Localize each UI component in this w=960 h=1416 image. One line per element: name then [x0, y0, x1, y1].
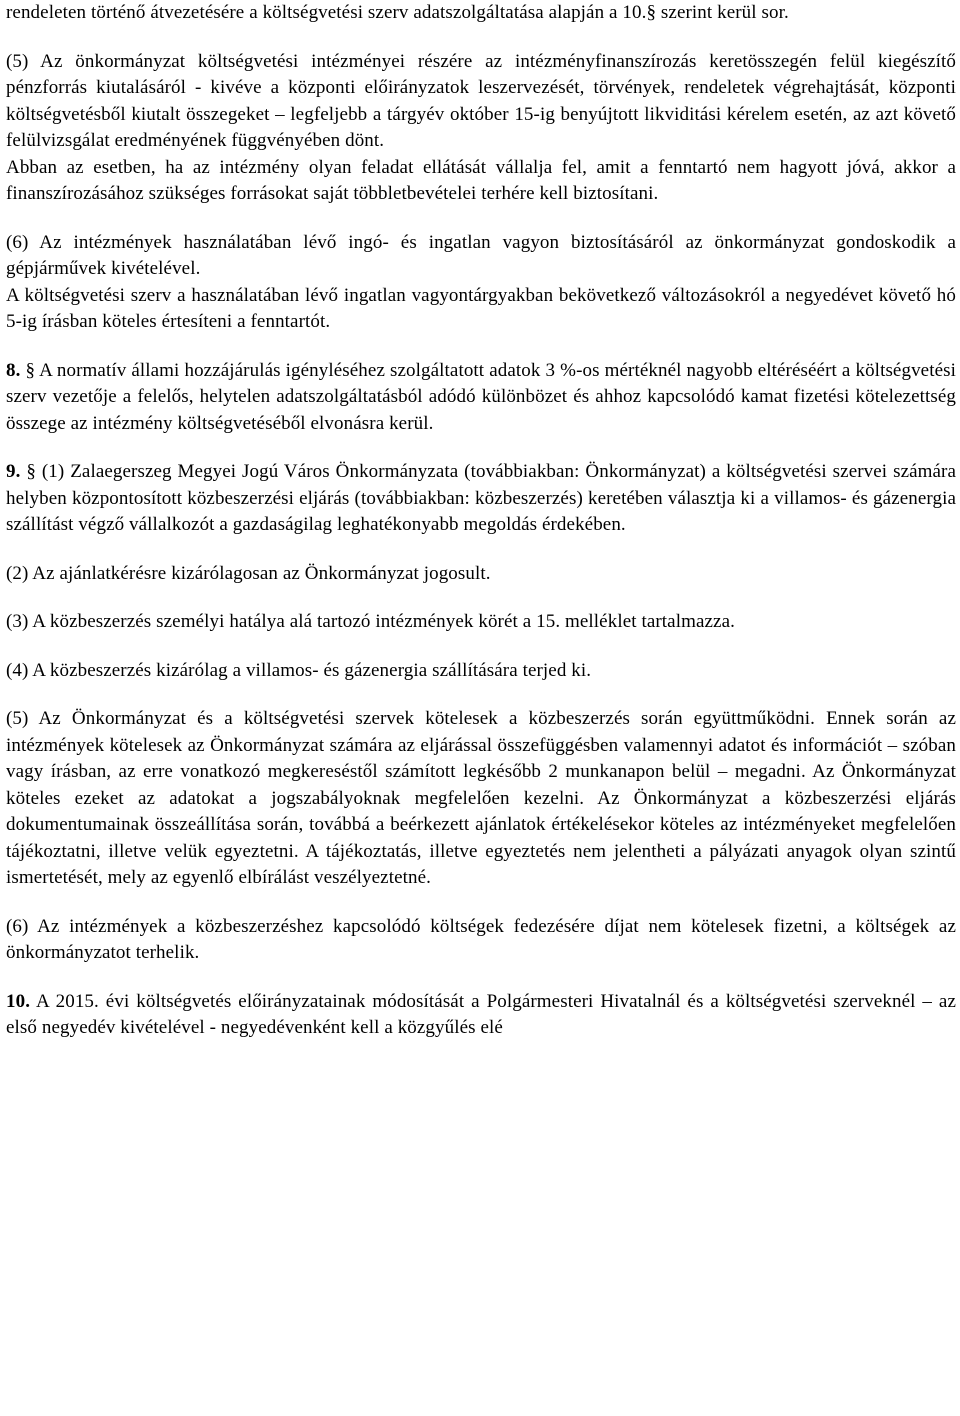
paragraph-5: (5) Az önkormányzat költségvetési intézményei részére az intézményfinanszírozás keretösszegén felül kiegészítő pénzforrás kiutalásáról - kivéve a központi előirányzatok leszervezését, törvények, rendeletek végrehajtását, központi költségvetésből kiutalt összegeket – legfeljebb a tárgyév október 15-ig benyújtott likviditási kérelem esetén, az azt követő felülvizsgálat eredményének függvényében dönt. — [6, 50, 956, 151]
section-10-number: 10. — [6, 990, 31, 1012]
section-10-text: A 2015. évi költségvetés előirányzatainak módosítását a Polgármesteri Hivatalnál és a költségvetési szerveknél – az első negyedév kivételével - negyedévenként kell a közgyűlés elé — [6, 990, 956, 1038]
section-9-item-2: (2) Az ajánlatkérésre kizárólagosan az Önkormányzat jogosult. — [6, 562, 491, 584]
section-9-number: 9. — [6, 461, 21, 482]
section-8-number: 8. — [6, 359, 21, 381]
paragraph-6: (6) Az intézmények használatában lévő ingó- és ingatlan vagyon biztosításáról az önkormányzat gondoskodik a gépjárművek kivételével. — [6, 231, 956, 279]
section-8-text: § A normatív állami hozzájárulás igényléséhez szolgáltatott adatok 3 %-os mértéknél nagyobb eltéréséért a költségvetési szerv vezetője a felelős, helytelen adatszolgáltatásból adódó különbözet és ahhoz kapcsolódó kamat fizetési kötelezettség összege az intézmény költségvetéséből elvonásra kerül. — [6, 359, 956, 434]
section-9-text: § (1) Zalaegerszeg Megyei Jogú Város Önkormányzata (továbbiakban: Önkormányzat) a költségvetési szervei számára helyben központosított közbeszerzési eljárás (továbbiakban: közbeszerzés) keretében választja ki a villamos- és gázenergia szállítást végző vállalkozót a gazdaságilag leghatékonyabb megoldás érdekében. — [6, 461, 957, 535]
section-9 — [6, 459, 956, 539]
section-9-item-5: (5) Az Önkormányzat és a költségvetési szervek kötelesek a közbeszerzés során együttműködni. Ennek során az intézmények kötelesek az Önkormányzat számára az eljárással összefüggésben valamennyi adatot és információt – szóban vagy írásban, az erre vonatkozó megkereséstől számított legkésőbb 2 munkanapon belül – megadni. Az Önkormányzat köteles ezeket az adatokat a jogszabályoknak megfelelően kezelni. Az Önkormányzat a közbeszerzési eljárás dokumentumainak összeállítása során, továbbá a beérkezett ajánlatok értékelésekor köteles az intézményeket megfelelően tájékoztatni, illetve velük egyeztetni. A tájékoztatás, illetve egyeztetés nem jelentheti a pályázati anyagok olyan szintű ismertetését, mely az egyenlő elbírálást veszélyeztetné. — [6, 708, 956, 888]
section-9-item-3: (3) A közbeszerzés személyi hatálya alá tartozó intézmények körét a 15. melléklet tartalmazza. — [6, 611, 735, 632]
section-8 — [6, 358, 956, 438]
paragraph-continuation: rendeleten történő átvezetésére a költségvetési szerv adatszolgáltatása alapján a 10.§ szerint kerül sor. — [6, 2, 789, 23]
section-10 — [6, 989, 956, 1042]
paragraph-6-cont: A költségvetési szerv a használatában lévő ingatlan vagyontárgyakban bekövetkező változásokról a negyedévet követő hó 5-ig írásban köteles értesíteni a fenntartót. — [6, 284, 956, 332]
section-9-item-6: (6) Az intézmények a közbeszerzéshez kapcsolódó költségek fedezésére díjat nem kötelesek fizetni, a költségek az önkormányzatot terhelik. — [6, 915, 956, 963]
paragraph-5-cont: Abban az esetben, ha az intézmény olyan feladat ellátását vállalja fel, amit a fenntartó nem hagyott jóvá, akkor a finanszírozásához szükséges forrásokat saját többletbevételei terhére kell biztosítani. — [6, 156, 956, 204]
section-9-item-4: (4) A közbeszerzés kizárólag a villamos- és gázenergia szállítására terjed ki. — [6, 659, 592, 681]
